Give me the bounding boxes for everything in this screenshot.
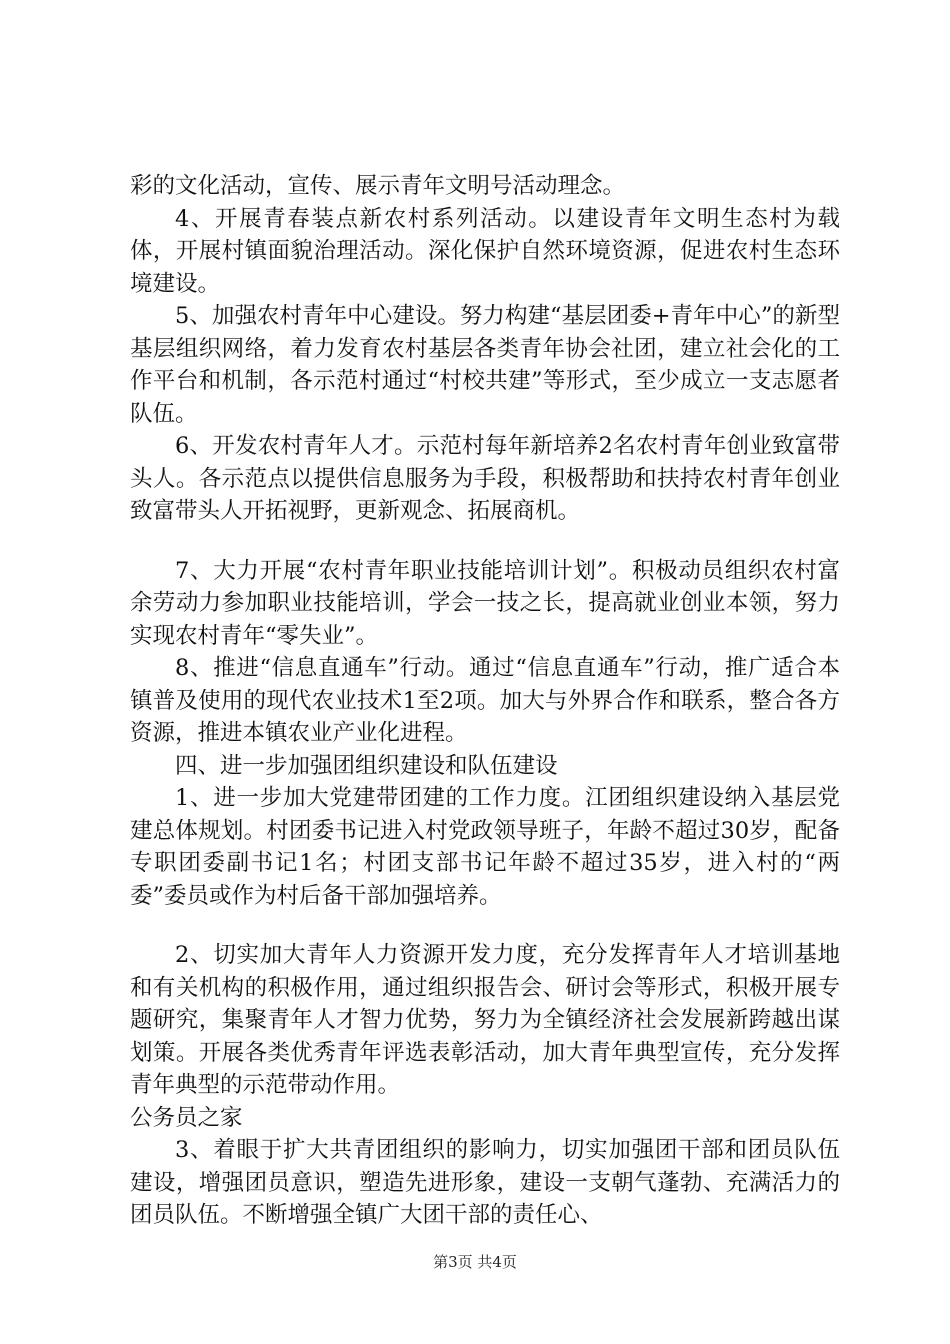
section-heading: 四、进一步加强团组织建设和队伍建设	[175, 752, 558, 779]
paragraph-continuation: 彩的文化活动，宣传、展示青年文明号活动理念。	[130, 173, 626, 199]
paragraph-section4-item-2: 2、切实加大青年人力资源开发力度，充分发挥青年人才培训基地和有关机构的积极作用，通过组织报告会、研讨会等形式，积极开展专题研究，集聚青年人才智力优势，努力为全镇经济社会发展新跨越出谋划策。开展各类优秀青年评选表彰活动，加大青年典型宣传，充分发挥青年典型的示范带动作用。	[130, 942, 840, 1098]
paragraph-item-6: 6、开发农村青年人才。示范村每年新培养2名农村青年创业致富带头人。各示范点以提供信息服务为手段，积极帮助和扶持农村青年创业致富带头人开拓视野，更新观念、拓展商机。	[130, 433, 840, 524]
paragraph-section4-item-3: 3、着眼于扩大共青团组织的影响力，切实加强团干部和团员队伍建设，增强团员意识，塑造先进形象，建设一支朝气蓬勃、充满活力的团员队伍。不断增强全镇广大团干部的责任心、	[130, 1137, 840, 1228]
paragraph-section4-item-1: 1、进一步加大党建带团建的工作力度。江团组织建设纳入基层党建总体规划。村团委书记进入村党政领导班子，年龄不超过30岁，配备专职团委副书记1名；村团支部书记年龄不超过35岁，进入村的“两委”委员或作为村后备干部加强培养。	[130, 785, 840, 909]
paragraph-item-5: 5、加强农村青年中心建设。努力构建“基层团委+青年中心”的新型基层组织网络，着力发育农村基层各类青年协会社团，建立社会化的工作平台和机制，各示范村通过“村校共建”等形式，至少成立一支志愿者队伍。	[130, 303, 840, 427]
paragraph-item-8: 8、推进“信息直通车”行动。通过“信息直通车”行动，推广适合本镇普及使用的现代农业技术1至2项。加大与外界合作和联系，整合各方资源，推进本镇农业产业化进程。	[130, 655, 840, 746]
watermark-text: 公务员之家	[130, 1104, 243, 1131]
paragraph-item-7: 7、大力开展“农村青年职业技能培训计划”。积极动员组织农村富余劳动力参加职业技能培训，学会一技之长，提高就业创业本领，努力实现农村青年“零失业”。	[130, 557, 840, 649]
body-text	[130, 170, 840, 1232]
paragraph-item-4: 4、开展青春装点新农村系列活动。以建设青年文明生态村为载体，开展村镇面貌治理活动。深化保护自然环境资源，促进农村生态环境建设。	[130, 205, 840, 297]
page-footer: 第3页 共4页	[433, 1253, 517, 1271]
